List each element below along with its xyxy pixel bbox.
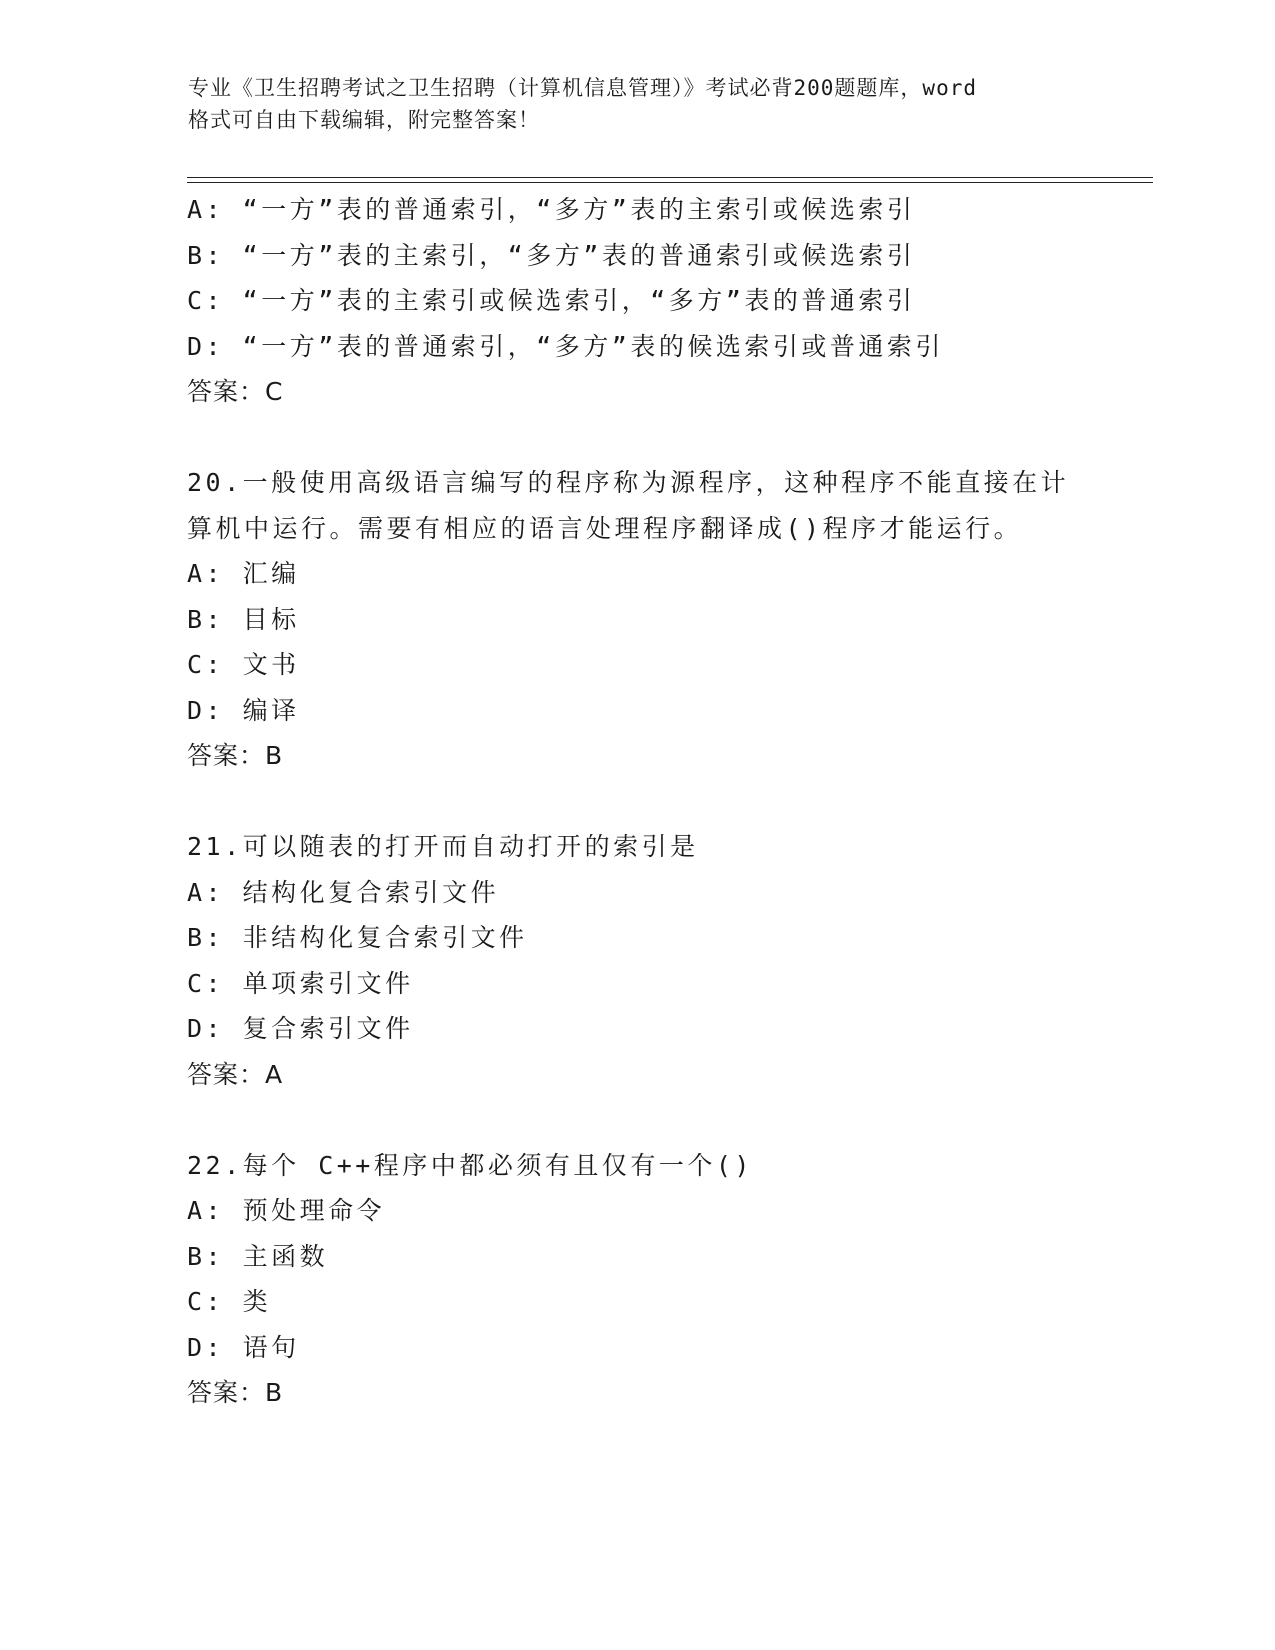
spacer — [187, 1097, 1067, 1143]
question-21 — [187, 824, 1067, 1097]
header-divider-bottom — [187, 182, 1153, 183]
option-b: B: 非结构化复合索引文件 — [187, 923, 528, 952]
spacer — [187, 779, 1067, 825]
option-b: B: 目标 — [187, 604, 300, 634]
answer: 答案：B — [187, 741, 284, 770]
answer: 答案：A — [187, 1059, 284, 1089]
question-list — [187, 187, 1070, 1416]
option-d: D: 语句 — [187, 1332, 300, 1362]
answer: 答案：B — [187, 1378, 284, 1407]
header-line-1: 专业《卫生招聘考试之卫生招聘（计算机信息管理）》考试必背200题题库，word — [188, 76, 977, 100]
option-c: C: 文书 — [187, 650, 300, 679]
question-22 — [187, 1143, 1067, 1416]
header-divider-top — [187, 177, 1153, 178]
question-stem: 21.可以随表的打开而自动打开的索引是 — [187, 832, 699, 861]
option-a: A: 汇编 — [187, 559, 300, 588]
option-d: D: 复合索引文件 — [187, 1014, 414, 1043]
option-d: D: 编译 — [187, 695, 300, 725]
spacer — [187, 415, 1067, 461]
option-c: C: “一方”表的主索引或候选索引，“多方”表的普通索引 — [187, 286, 916, 315]
option-a: A: 预处理命令 — [187, 1196, 386, 1225]
question-stem-line-1: 20.一般使用高级语言编写的程序称为源程序，这种程序不能直接在计 — [187, 468, 1070, 497]
option-c: C: 类 — [187, 1287, 272, 1316]
header-line-2: 格式可自由下载编辑，附完整答案！ — [188, 108, 540, 132]
option-b: B: “一方”表的主索引，“多方”表的普通索引或候选索引 — [187, 240, 916, 270]
question-19 — [187, 187, 1067, 415]
answer: 答案：C — [187, 377, 284, 406]
option-c: C: 单项索引文件 — [187, 968, 414, 998]
option-a: A: “一方”表的普通索引，“多方”表的主索引或候选索引 — [187, 195, 916, 224]
document-header — [188, 72, 1088, 136]
option-d: D: “一方”表的普通索引，“多方”表的候选索引或普通索引 — [187, 331, 944, 361]
option-a: A: 结构化复合索引文件 — [187, 877, 500, 907]
question-20 — [187, 460, 1070, 779]
option-b: B: 主函数 — [187, 1241, 329, 1271]
question-stem: 22.每个 C++程序中都必须有且仅有一个() — [187, 1150, 753, 1180]
question-stem-line-2: 算机中运行。需要有相应的语言处理程序翻译成()程序才能运行。 — [187, 513, 1023, 543]
